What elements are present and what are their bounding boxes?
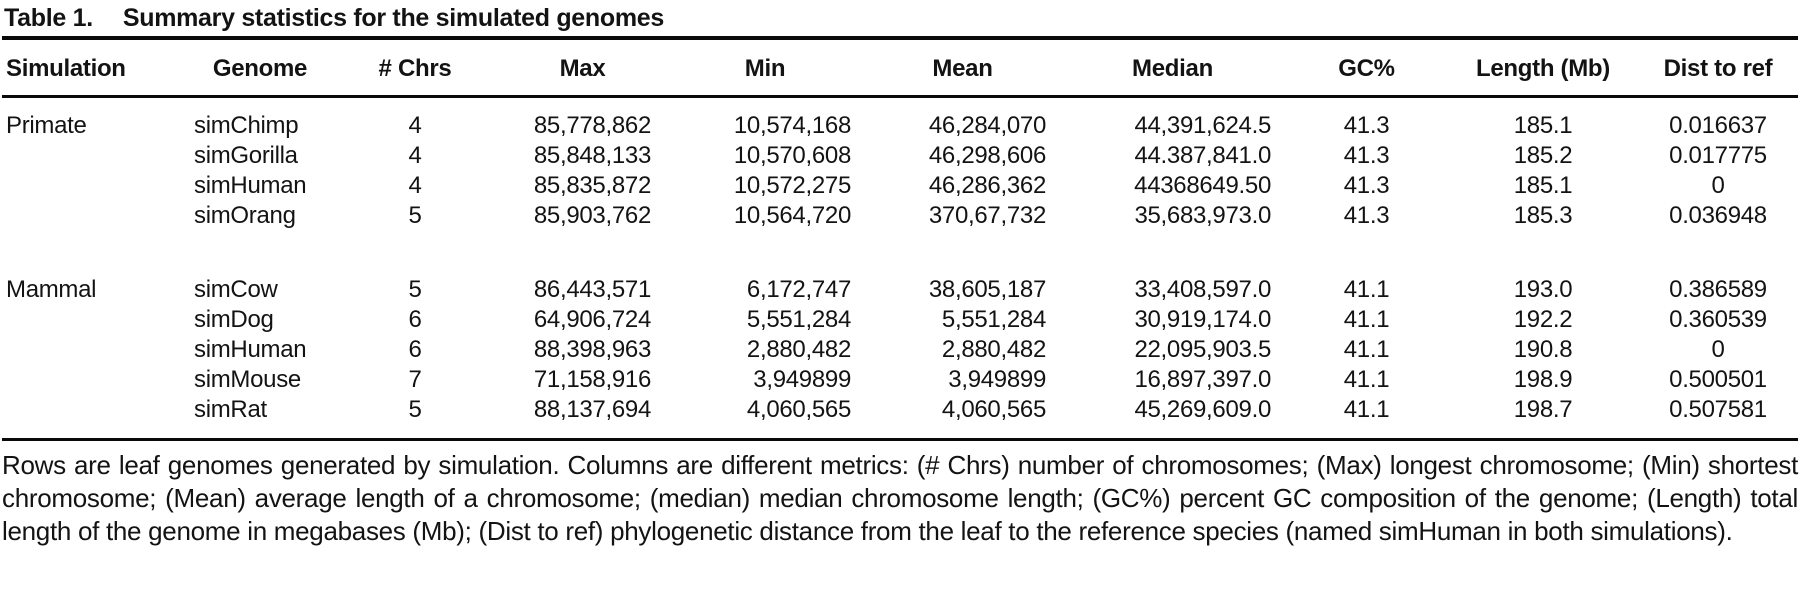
cell-gc: 41.1 <box>1343 276 1390 303</box>
cell-mean: 46,284,070 <box>928 112 1046 139</box>
cell-gc: 41.1 <box>1343 336 1390 363</box>
cell-chrs: 4 <box>408 172 422 199</box>
simulation-cell: Primate <box>6 112 87 139</box>
cell-min: 10,564,720 <box>733 202 851 229</box>
cell-chrs: 5 <box>408 202 422 229</box>
cell-median: 22,095,903.5 <box>1134 336 1271 363</box>
column-header-max: Max <box>500 40 665 97</box>
cell-median: 44.387,841.0 <box>1134 142 1271 169</box>
cell-mean: 3,949899 <box>948 366 1046 393</box>
column-header-mean: Mean <box>865 40 1060 97</box>
cell-max: 88,137,694 <box>500 395 665 440</box>
cell-dist-to-ref: 0.500501 <box>1669 366 1767 393</box>
cell-gc: 41.3 <box>1343 142 1390 169</box>
table-title: Summary statistics for the simulated genomes <box>122 4 664 32</box>
column-header-min: Min <box>665 40 865 97</box>
cell-max: 71,158,916 <box>533 366 651 393</box>
cell-min: 10,574,168 <box>733 112 851 139</box>
group-spacer-row <box>2 231 1798 275</box>
column-header-simulation: Simulation <box>2 40 190 97</box>
table-label: Table 1. <box>4 4 93 32</box>
cell-chrs: 6 <box>408 336 422 363</box>
cell-min: 4,060,565 <box>665 395 865 440</box>
cell-length: 190.8 <box>1513 336 1573 363</box>
column-header-genome: Genome <box>190 40 330 97</box>
cell-min: 5,551,284 <box>746 306 851 333</box>
cell-length: 185.2 <box>1513 142 1573 169</box>
cell-median: 33,408,597.0 <box>1134 276 1271 303</box>
cell-dist-to-ref: 0.507581 <box>1638 395 1798 440</box>
cell-max: 85,903,762 <box>533 202 651 229</box>
simulation-cell <box>2 141 190 171</box>
table-row <box>2 141 1798 171</box>
cell-mean: 370,67,732 <box>928 202 1046 229</box>
cell-max: 64,906,724 <box>533 306 651 333</box>
cell-genome: simCow <box>194 276 278 303</box>
cell-dist-to-ref: 0.016637 <box>1669 112 1767 139</box>
cell-max: 85,778,862 <box>533 112 651 139</box>
cell-genome: simChimp <box>194 112 299 139</box>
cell-max: 85,848,133 <box>533 142 651 169</box>
simulation-cell <box>2 365 190 395</box>
cell-min: 6,172,747 <box>746 276 851 303</box>
cell-mean: 5,551,284 <box>941 306 1046 333</box>
cell-length: 185.3 <box>1513 202 1573 229</box>
summary-statistics-table <box>2 40 1798 441</box>
cell-genome: simMouse <box>194 366 301 393</box>
cell-dist-to-ref: 0.386589 <box>1669 276 1767 303</box>
cell-mean: 2,880,482 <box>941 336 1046 363</box>
table-row <box>2 201 1798 231</box>
cell-median: 35,683,973.0 <box>1134 202 1271 229</box>
cell-mean: 38,605,187 <box>928 276 1046 303</box>
cell-genome: simHuman <box>194 336 307 363</box>
cell-median: 30,919,174.0 <box>1134 306 1271 333</box>
cell-length: 185.1 <box>1513 172 1573 199</box>
simulation-cell <box>2 171 190 201</box>
table-row <box>2 97 1798 142</box>
cell-median: 16,897,397.0 <box>1134 366 1271 393</box>
cell-gc: 41.3 <box>1343 202 1390 229</box>
cell-chrs: 5 <box>408 276 422 303</box>
table-row <box>2 275 1798 305</box>
cell-median: 44,391,624.5 <box>1134 112 1271 139</box>
cell-length: 198.9 <box>1513 366 1573 393</box>
cell-min: 10,570,608 <box>733 142 851 169</box>
cell-gc: 41.1 <box>1343 366 1390 393</box>
table-row <box>2 365 1798 395</box>
table-header-row <box>2 40 1798 97</box>
cell-dist-to-ref: 0.360539 <box>1669 306 1767 333</box>
simulation-cell <box>2 305 190 335</box>
cell-dist-to-ref: 0 <box>1711 172 1725 199</box>
cell-chrs: 5 <box>330 395 500 440</box>
simulation-cell <box>2 201 190 231</box>
cell-dist-to-ref: 0.036948 <box>1669 202 1767 229</box>
table-row <box>2 171 1798 201</box>
cell-genome: simRat <box>190 395 330 440</box>
cell-gc: 41.1 <box>1343 306 1390 333</box>
cell-max: 86,443,571 <box>533 276 651 303</box>
cell-gc: 41.3 <box>1343 172 1390 199</box>
table-row <box>2 305 1798 335</box>
cell-genome: simDog <box>194 306 274 333</box>
cell-mean: 46,298,606 <box>928 142 1046 169</box>
simulation-cell <box>2 335 190 365</box>
column-header-median: Median <box>1060 40 1285 97</box>
cell-gc: 41.1 <box>1285 395 1448 440</box>
cell-chrs: 4 <box>408 142 422 169</box>
cell-chrs: 7 <box>408 366 422 393</box>
column-header-length-mb: Length (Mb) <box>1448 40 1638 97</box>
cell-genome: simHuman <box>194 172 307 199</box>
cell-median: 45,269,609.0 <box>1060 395 1285 440</box>
column-header-dist-to-ref: Dist to ref <box>1638 40 1798 97</box>
simulation-cell <box>2 395 190 440</box>
table-footnote: Rows are leaf genomes generated by simulation. Columns are different metrics: (# Chrs) number of chromosomes; (Max) longest chromosome; (Min) shortest chromosome; (Mean) average length of a chromosome; (median) median chromosome length; (GC%) percent GC composition of the genome; (Length) total length of the genome in megabases (Mb); (Dist to ref) phylogenetic distance from the leaf to the reference species (named simHuman in both simulations). <box>2 450 1798 546</box>
cell-min: 2,880,482 <box>746 336 851 363</box>
column-header-gc: GC% <box>1285 40 1448 97</box>
cell-length: 198.7 <box>1448 395 1638 440</box>
cell-min: 10,572,275 <box>733 172 851 199</box>
cell-gc: 41.3 <box>1343 112 1390 139</box>
cell-length: 192.2 <box>1513 306 1573 333</box>
cell-mean: 46,286,362 <box>928 172 1046 199</box>
cell-mean: 4,060,565 <box>865 395 1060 440</box>
cell-min: 3,949899 <box>753 366 851 393</box>
cell-dist-to-ref: 0 <box>1711 336 1725 363</box>
cell-chrs: 4 <box>408 112 422 139</box>
cell-genome: simGorilla <box>194 142 298 169</box>
table-row <box>2 395 1798 440</box>
column-header-chrs: # Chrs <box>330 40 500 97</box>
cell-length: 185.1 <box>1513 112 1573 139</box>
cell-chrs: 6 <box>408 306 422 333</box>
cell-length: 193.0 <box>1513 276 1573 303</box>
cell-max: 85,835,872 <box>533 172 651 199</box>
cell-dist-to-ref: 0.017775 <box>1669 142 1767 169</box>
table-row <box>2 335 1798 365</box>
cell-median: 44368649.50 <box>1134 172 1271 199</box>
cell-genome: simOrang <box>194 202 296 229</box>
cell-max: 88,398,963 <box>533 336 651 363</box>
table-caption <box>2 0 1798 33</box>
simulation-cell: Mammal <box>6 276 97 303</box>
